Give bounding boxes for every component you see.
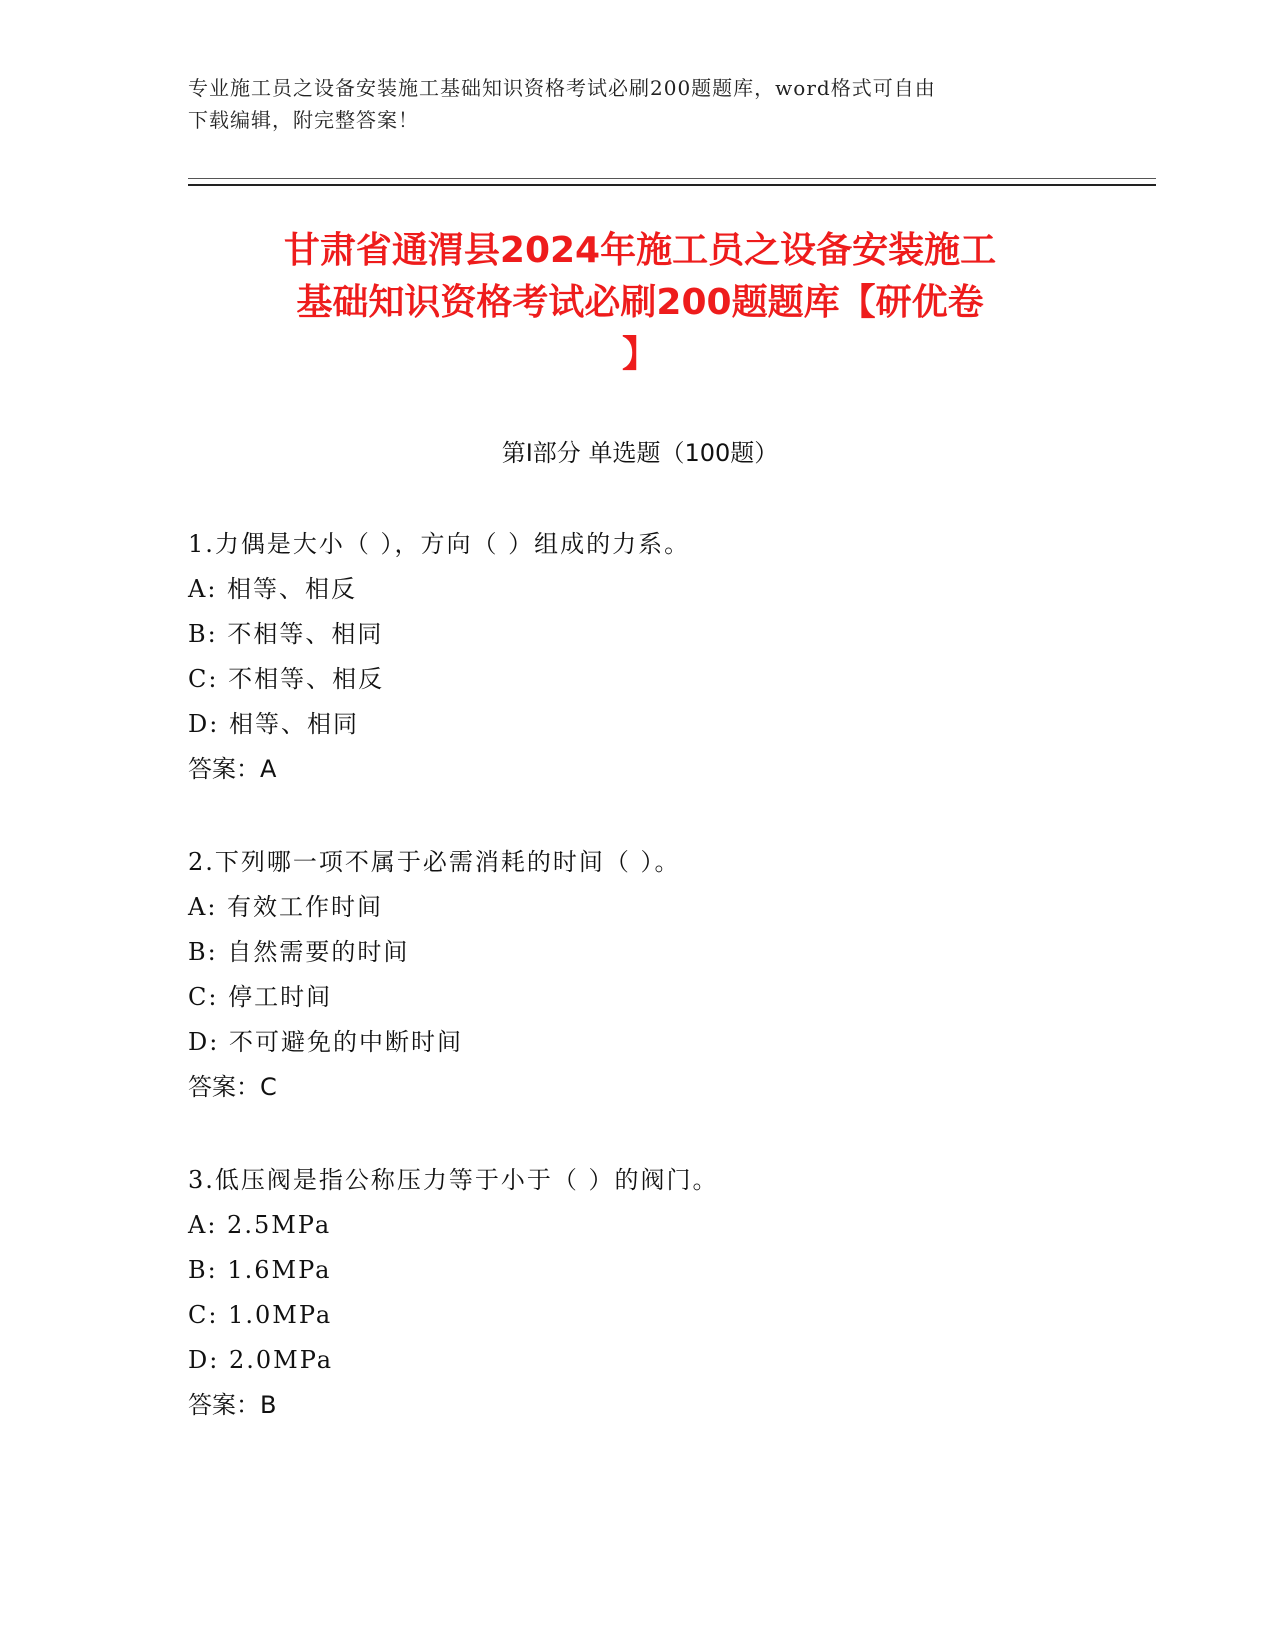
option-d: D: 2.0MPa bbox=[188, 1346, 334, 1374]
option-b: B: 1.6MPa bbox=[188, 1256, 332, 1284]
question-3 bbox=[188, 1158, 1088, 1428]
option-d: D: 不可避免的中断时间 bbox=[188, 1028, 463, 1056]
answer: 答案：B bbox=[188, 1391, 277, 1419]
option-b: B: 自然需要的时间 bbox=[188, 938, 410, 966]
header-note-line-2: 下载编辑，附完整答案！ bbox=[188, 108, 419, 132]
option-b: B: 不相等、相同 bbox=[188, 620, 384, 648]
document-title-line-2: 基础知识资格考试必刷200题题库【研优卷 bbox=[296, 282, 984, 323]
document-title bbox=[180, 225, 1100, 381]
header-divider bbox=[188, 178, 1156, 186]
question-stem: 2.下列哪一项不属于必需消耗的时间（ ）。 bbox=[188, 848, 681, 876]
option-c: C: 1.0MPa bbox=[188, 1301, 333, 1329]
section-heading: 第Ⅰ部分 单选题（100题） bbox=[501, 439, 779, 467]
document-title-line-3: 】 bbox=[621, 334, 658, 375]
question-2 bbox=[188, 840, 1088, 1110]
option-a: A: 相等、相反 bbox=[188, 575, 358, 603]
question-1 bbox=[188, 522, 1088, 792]
answer: 答案：A bbox=[188, 755, 277, 783]
option-a: A: 2.5MPa bbox=[188, 1211, 332, 1239]
question-stem: 3.低压阀是指公称压力等于小于（ ）的阀门。 bbox=[188, 1166, 719, 1194]
option-c: C: 不相等、相反 bbox=[188, 665, 385, 693]
header-note bbox=[188, 72, 1088, 136]
header-note-line-1: 专业施工员之设备安装施工基础知识资格考试必刷200题题库，word格式可自由 bbox=[188, 76, 936, 100]
option-d: D: 相等、相同 bbox=[188, 710, 359, 738]
option-a: A: 有效工作时间 bbox=[188, 893, 384, 921]
question-stem: 1.力偶是大小（ ），方向（ ）组成的力系。 bbox=[188, 530, 691, 558]
option-c: C: 停工时间 bbox=[188, 983, 333, 1011]
document-title-line-1: 甘肃省通渭县2024年施工员之设备安装施工 bbox=[283, 230, 997, 271]
answer: 答案：C bbox=[188, 1073, 277, 1101]
